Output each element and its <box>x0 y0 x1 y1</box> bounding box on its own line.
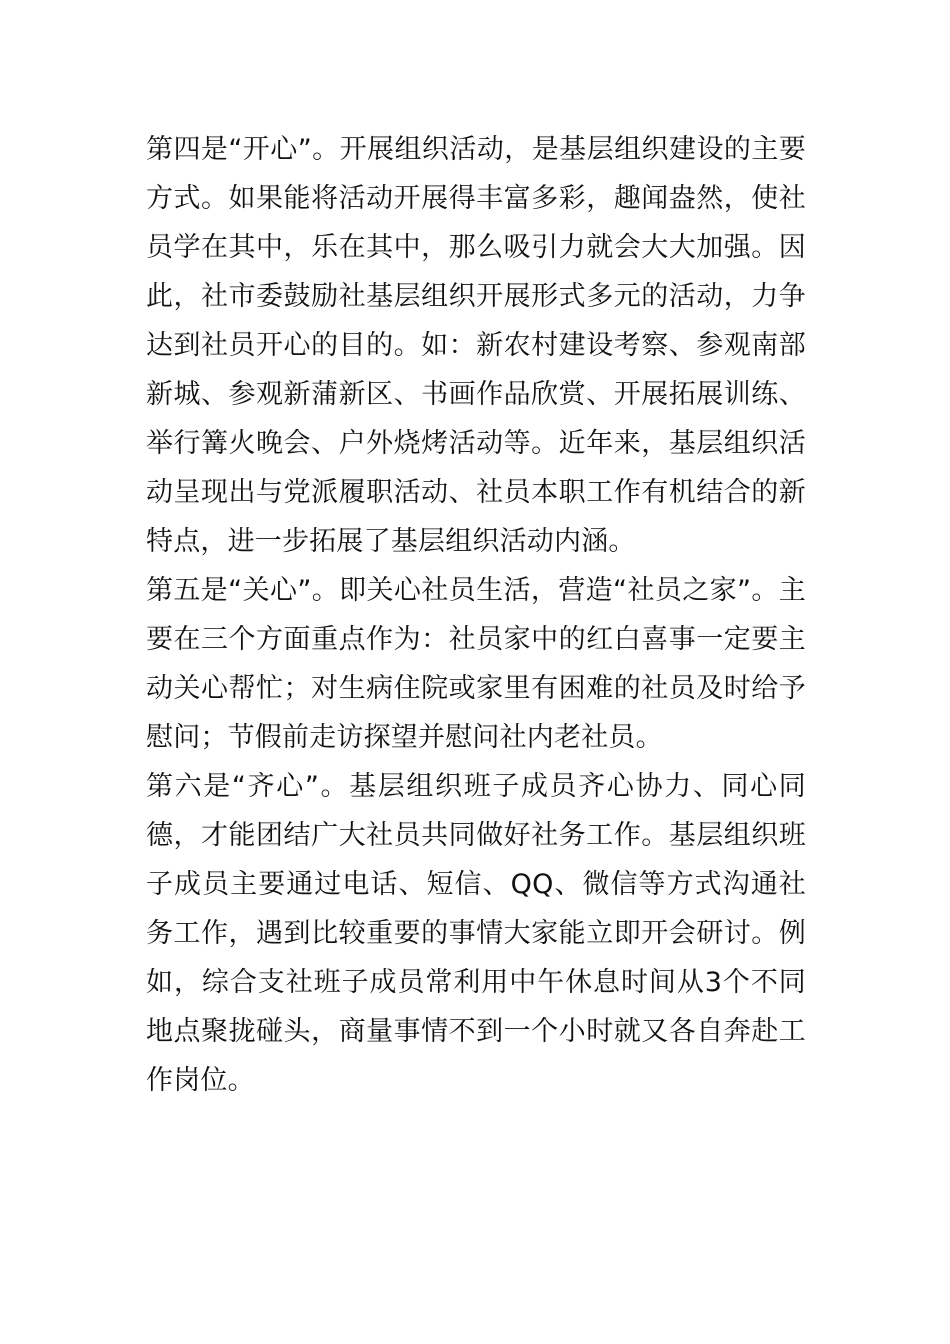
document-body <box>146 125 806 1105</box>
paragraph-guanxin: 第五是“关心”。即关心社员生活，营造“社员之家”。主要在三个方面重点作为：社员家中的红白喜事一定要主动关心帮忙；对生病住院或家里有困难的社员及时给予慰问；节假前走访探望并慰问社内老社员。 <box>146 575 806 753</box>
paragraph-kaixin: 第四是“开心”。开展组织活动，是基层组织建设的主要方式。如果能将活动开展得丰富多彩，趣闻盎然，使社员学在其中，乐在其中，那么吸引力就会大大加强。因此，社市委鼓励社基层组织开展形式多元的活动，力争达到社员开心的目的。如：新农村建设考察、参观南部新城、参观新蒲新区、书画作品欣赏、开展拓展训练、举行篝火晚会、户外烧烤活动等。近年来，基层组织活动呈现出与党派履职活动、社员本职工作有机结合的新特点，进一步拓展了基层组织活动内涵。 <box>146 134 806 557</box>
paragraph-qixin: 第六是“齐心”。基层组织班子成员齐心协力、同心同德，才能团结广大社员共同做好社务工作。基层组织班子成员主要通过电话、短信、QQ、微信等方式沟通社务工作，遇到比较重要的事情大家能立即开会研讨。例如，综合支社班子成员常利用中午休息时间从3个不同地点聚拢碰头，商量事情不到一个小时就又各自奔赴工作岗位。 <box>146 771 806 1096</box>
